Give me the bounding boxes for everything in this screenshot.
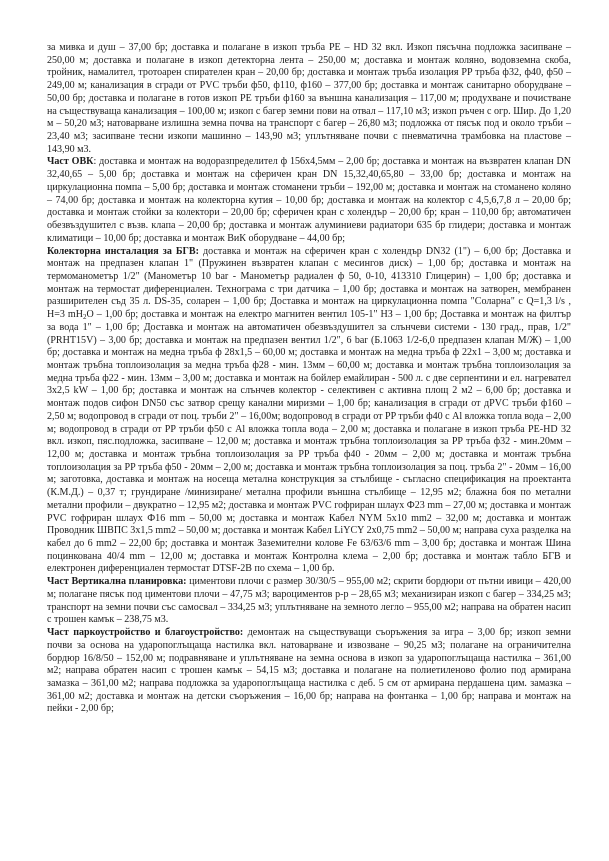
paragraph-landscaping [47,627,571,716]
paragraph-vertical-planning [47,576,571,627]
paragraph-water-sewer [47,42,571,156]
section-heading-solar-collector: Колекторна инсталация за БГВ: [47,245,199,257]
paragraph-solar-collector [47,246,571,577]
paragraph-text: циментови плочи с размер 30/30/5 – 955,00 м2; скрити бордюри от пътни ивици – 420,00 м; полагане пясък под циментови плочи – 47,75 м3; вароциментов р-р – 28,65 м3; механизиран изкоп с багер – 334,25 м3; транспорт на земни почви със самосвал – 334,25 м3; уплътняване на земното легло – 955,00 м2; направа на обратен насип с трошен камък – 238,75 м3. [47,576,571,626]
paragraph-hvac [47,156,571,245]
section-heading-hvac: Част ОВК [47,156,94,168]
subscript-2: 2 [83,313,87,322]
paragraph-text-part2: O – 1,00 бр; доставка и монтаж на електро магнитен вентил 105-1" НЗ – 1,00 бр; Доставка и монтаж на филтър за вода 1" – 1,00 бр; Доставка и монтаж на автоматичен обезвъздушител за слънчеви системи - 130 град., прав, 1/2" (PRHT15V) – 3,00 бр; доставка и монтаж на предпазен вентил 1/2", 6 bar (Б.1063 1/2-6,0 предпазен клапан М/Ж) – 1,00 бр; доставка и монтаж на медна тръба ф 28х1,5 – 60,00 м; доставка и монтаж на медна тръба ф 22х1 – 3,00 м; доставка и монтаж тръбна топлоизолация за медна тръба ф28 - мин. 13мм – 60,00 м; доставка и монтаж тръбна топлоизолация за медна тръба ф22 - мин. 13мм – 3,00 м; доставка и монтаж на бойлер емайлиран - 500 л. с две серпентини и ел. нагревател 3х2,5 kW – 1,00 бр; доставка и монтаж на слънчев колектор - селективен с активна площ 2 м2 – 6,00 бр; доставка и монтаж подов сифон DN50 със затвор срещу канални миризми – 1,00 бр; канализация в сгради от дPVC тръби ф160 – 2,50 м; водопровод в сгради от поц. тръби 2" – 16,00м; водопровод в сгради от PP тръби ф40 с Al вложка топла вода – 2,00 м; водопровод в сгради от PP тръби ф50 с Al вложка топла вода – 2,00 м; доставка и полагане в изкоп тръба PE-HD 32 вкл. изкоп, пяс.подложка, засипване – 12,00 м; доставка и монтаж тръбна топлоизолация за PP тръба ф32 - мин.20мм – 12,00 м; доставка и монтаж тръбна топлоизолация за PP тръба ф40 - 20мм – 2,00 м; доставка и монтаж тръбна топлоизолация за PP тръба ф50 - 20мм – 2,00 м; доставка и монтаж тръбна топлоизолация за поц. тръба 2" - 20мм – 16,00 м; заготовка, доставка и монтаж на носеща метална конструкция за стълбище - съгласно спецификация на проектанта (К.М.Д.) – 0,37 т; грундиране /минизиране/ метална профили външна стълбище – 12,95 м2; блажна боя по метални метални профили – двукратно – 12,95 м2; доставка и монтаж PVC гофриран шлаух Ф23 mm – 27,00 м; доставка и монтаж PVC гофриран шлаух Ф16 mm – 50,00 м; доставка и монтаж Кабел NYM 5х10 mm2 – 32,00 м; доставка и монтаж Проводник ШВПС 3х1,5 mm2 – 50,00 м; доставка и монтаж Кабел LiYCY 2х0,75 mm2 – 50,00 м; направа суха разделка на кабел до 6 mm2 – 22,00 бр; доставка и монтаж Заземителни колове Fe 63/63/6 mm – 3,00 бр; доставка и монтаж Шина поцинкована 40/4 mm – 12,00 м; доставка и монтаж Контролна клема – 2,00 бр; доставка и монтаж табло БГВ и електронен диференциален термостат DTSF-2B по схема – 1,00 бр. [47,309,572,575]
paragraph-text: : доставка и монтаж на водоразпределител ф 156х4,5мм – 2,00 бр; доставка и монтаж на възвратен клапан DN 32,40,65 – 5,00 бр; доставка и монтаж на сферичен кран DN 15,32,40,65,80 – 33,00 бр; доставка и монтаж на циркулационна помпа – 5,00 бр; доставка и монтаж стоманени тръби – 192,00 м; доставка и монтаж на стоманено коляно – 74,00 бр; доставка и монтаж на колекторна кутия – 10,00 бр; доставка и монтаж на колектор с 4,5,6,7,8 л – 20,00 бр; доставка и монтаж стойки за колектори – 20,00 бр; сферичен кран с холендър – 20,00 бр; кран – 110,00 бр; автоматичен обезвъздушител с възв. клапа – 20,00 бр; доставка и монтаж алуминиеви радиатори 635 бр глидери; доставка и монтаж климатици – 10,00 бр; доставка и монтаж ВиК оборудване – 44,00 бр; [47,156,572,244]
section-heading-vertical-planning: Част Вертикална планировка: [47,576,187,588]
section-heading-landscaping: Част паркоустройство и благоустройство: [47,627,244,639]
document-page [47,42,571,716]
paragraph-text: демонтаж на съществуващи съоръжения за игра – 3,00 бр; изкоп земни почви за основа на ударопоглъщаща настилка вкл. натоварване и извозване – 90,25 м3; полагане на ограничителна бордюр 16/8/50 – 152,00 м; подравняване и уплътняване на земна основа в изкоп за ударопоглъщаща настилка – 361,00 м2; направа обратен насип с трошен камък – 54,15 м3; доставка и полагане на полиетиленово фолио под армирана замазка – 361,00 м2; направа подложка за ударопоглъщаща настилка с деб. 5 см от армирана пердашена цим. замазка – 361,00 м2; доставка и монтаж на детски съоръжения – 16,00 бр; направа на фонтанка – 1,00 бр; направа и монтаж на пейки - 2,00 бр; [47,627,572,715]
paragraph-text: за мивка и душ – 37,00 бр; доставка и полагане в изкоп тръба PE – HD 32 вкл. Изкоп пясъчна подложка засипване – 250,00 м; доставка и полагане в изкоп детекторна лента – 250,00 м; доставка и монтаж коляно, водовземна скоба, тройник, намалител, тротоарен спирателен кран – 20,00 бр; доставка и монтаж тръба изолация PP тръба ф32, ф40, ф50 – 249,00 м; канализация в сгради от PVC тръби ф50, ф110, ф160 – 377,00 бр; доставка и монтаж санитарно оборудване – 50,00 бр; доставка и полагане в готов изкоп PE тръби ф160 за външна канализация – 117,00 м; продухване и почистване на съществуваща канализация – 100,00 м; изкоп с багер земни пови на отвал – 117,10 м3; изкоп ръчен с огр. Шир. До 1,20 м – 50,20 м3; натоварване излишна земна почва на транспорт с багер – 26,80 м3; подложка от пясък под и около тръби – 23,40 м3; засипване тесни изкопи машинно – 143,90 м3; уплътняване почви с пневматична трамбовка на пластове – 143,90 м3. [47,42,571,155]
paragraph-text-part1: доставка и монтаж на сферичен кран с холендър DN32 (1") – 6,00 бр; Доставка и монтаж на предпазен клапан 1" (Пружинен възвратен клапан с месингов диск) – 1,00 бр; доставка и монтаж на термоманометър 1/2" (Манометър 10 bar - Манометър радиален ф 50, 0-10, 413310 Глицерин) – 1,00 бр; доставка и монтаж на термостат диференциален. Технограма с три датчика – 1,00 бр; доставка и монтаж на затворен, мембранен разширителен съд 35 л. DS-35, соларен – 1,00 бр; Доставка и монтаж на циркулационна помпа "Соларна" с Q=1,3 l/s , H=3 mH [47,245,571,321]
